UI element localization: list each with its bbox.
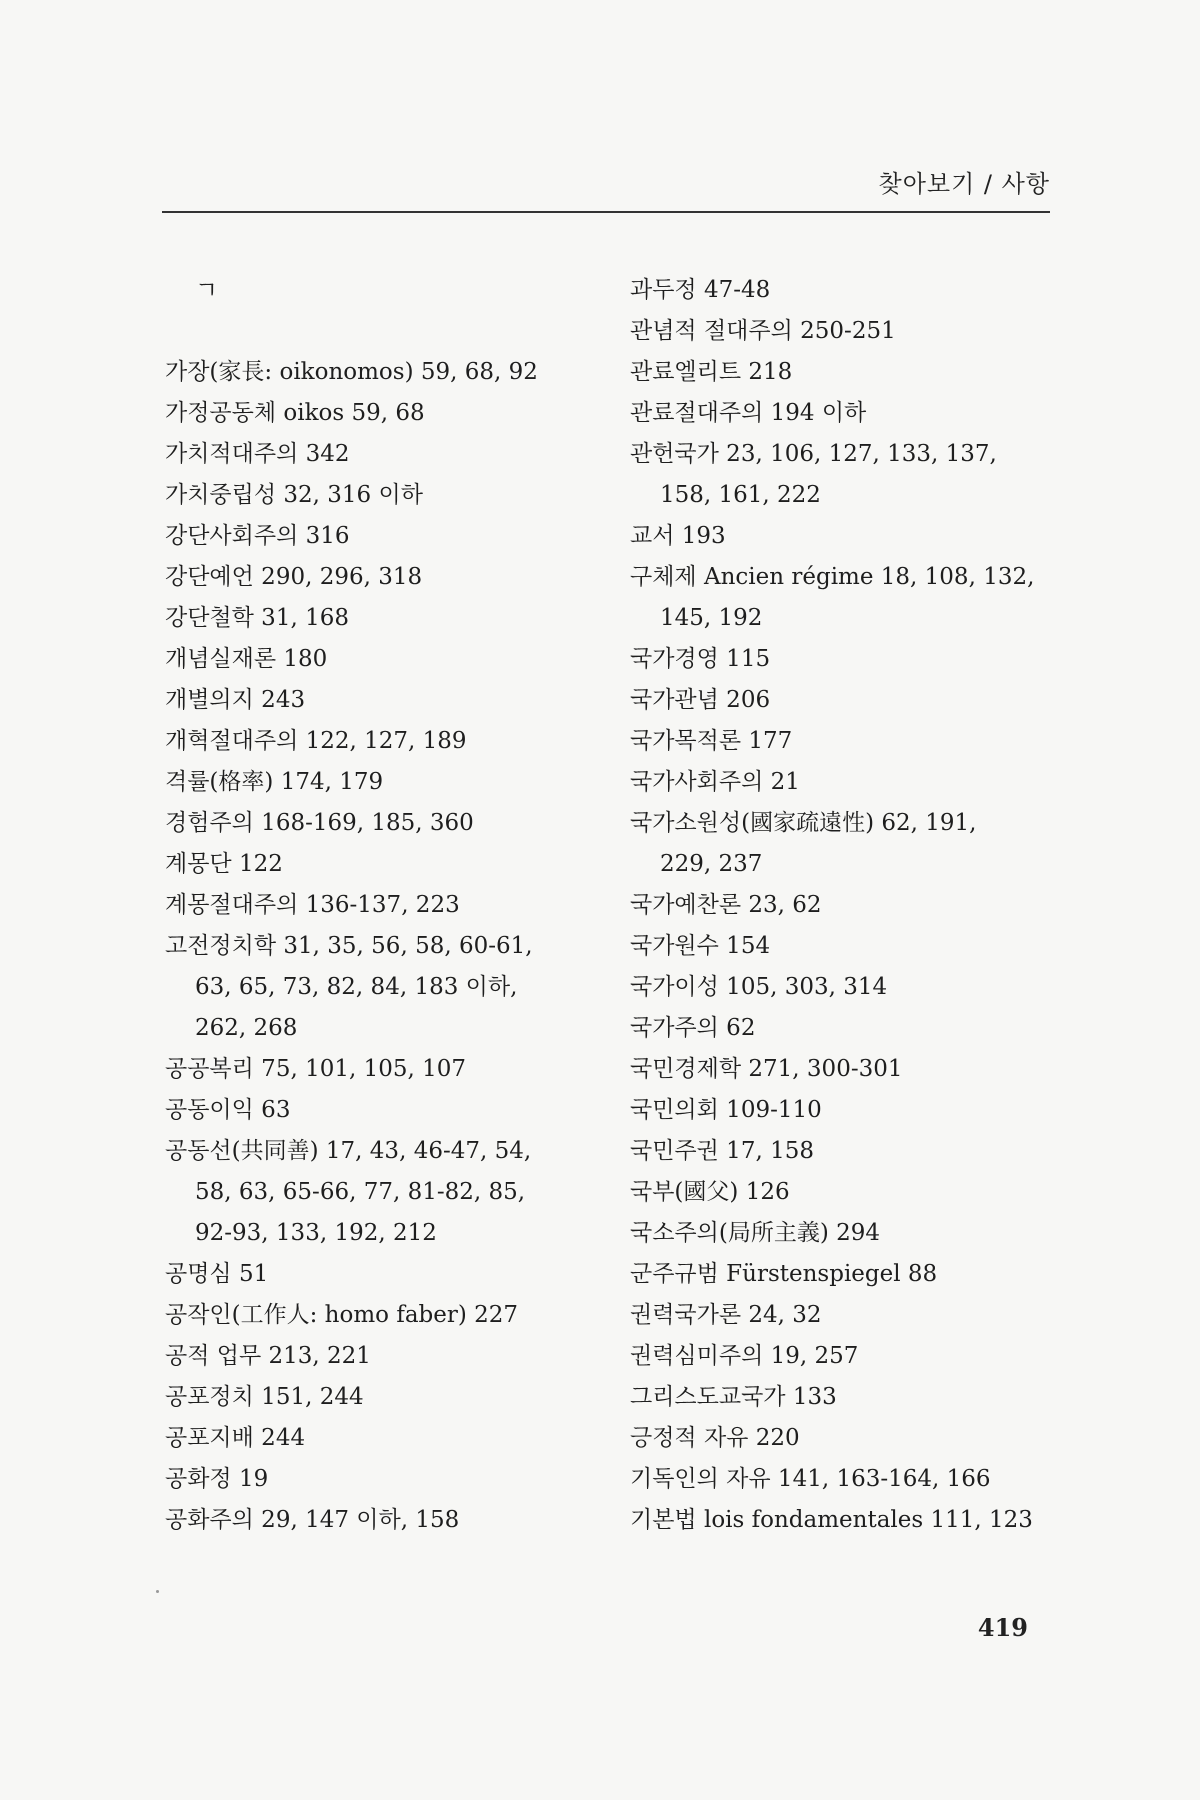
index-entry: 관료절대주의 194 이하 — [630, 400, 867, 426]
index-entry-continuation: 63, 65, 73, 82, 84, 183 이하, — [195, 974, 518, 1000]
index-entry: 개혁절대주의 122, 127, 189 — [165, 728, 467, 754]
index-entry: 공화주의 29, 147 이하, 158 — [165, 1507, 460, 1533]
left-column — [165, 270, 605, 1541]
index-entry: 권력국가론 24, 32 — [630, 1302, 822, 1328]
index-entry: 공적 업무 213, 221 — [165, 1343, 371, 1369]
index-entry: 계몽단 122 — [165, 851, 283, 877]
index-entry: 관헌국가 23, 106, 127, 133, 137, — [630, 441, 997, 467]
index-entry: 국가관념 206 — [630, 687, 771, 713]
index-entry: 가정공동체 oikos 59, 68 — [165, 400, 425, 426]
index-entry: 개별의지 243 — [165, 687, 306, 713]
index-entry: 교서 193 — [630, 523, 726, 549]
right-column — [630, 270, 1070, 1541]
index-entry: 가장(家長: oikonomos) 59, 68, 92 — [165, 359, 538, 385]
index-entry: 공포정치 151, 244 — [165, 1384, 364, 1410]
index-entry-continuation: 262, 268 — [195, 1015, 298, 1041]
index-entry: 국소주의(局所主義) 294 — [630, 1220, 881, 1246]
index-entry: 관료엘리트 218 — [630, 359, 793, 385]
index-entry: 국민경제학 271, 300-301 — [630, 1056, 903, 1082]
index-entry: 국가원수 154 — [630, 933, 771, 959]
index-entry: 공화정 19 — [165, 1466, 269, 1492]
index-entry: 구체제 Ancien régime 18, 108, 132, — [630, 564, 1035, 590]
index-entry-continuation: 158, 161, 222 — [660, 482, 821, 508]
index-entry: 공작인(工作人: homo faber) 227 — [165, 1302, 519, 1328]
index-entry: 격률(格率) 174, 179 — [165, 769, 384, 795]
index-entry: 국부(國父) 126 — [630, 1179, 790, 1205]
index-entry: 국가예찬론 23, 62 — [630, 892, 822, 918]
section-letter: ㄱ — [195, 276, 219, 304]
index-entry: 고전정치학 31, 35, 56, 58, 60-61, — [165, 933, 533, 959]
scan-speck — [156, 1590, 159, 1593]
index-entry: 경험주의 168-169, 185, 360 — [165, 810, 474, 836]
index-entry-continuation: 58, 63, 65-66, 77, 81-82, 85, — [195, 1179, 526, 1205]
index-entry: 국민의회 109-110 — [630, 1097, 822, 1123]
index-entry: 기독인의 자유 141, 163-164, 166 — [630, 1466, 991, 1492]
index-entry: 강단사회주의 316 — [165, 523, 350, 549]
index-entry-continuation: 229, 237 — [660, 851, 763, 877]
index-entry: 공명심 51 — [165, 1261, 269, 1287]
index-entry-continuation: 145, 192 — [660, 605, 763, 631]
index-entry: 강단철학 31, 168 — [165, 605, 349, 631]
index-entry: 국가주의 62 — [630, 1015, 756, 1041]
index-entry: 공동이익 63 — [165, 1097, 291, 1123]
index-entry: 그리스도교국가 133 — [630, 1384, 837, 1410]
index-entry-continuation: 92-93, 133, 192, 212 — [195, 1220, 437, 1246]
index-entry: 국가목적론 177 — [630, 728, 793, 754]
index-entry: 기본법 lois fondamentales 111, 123 — [630, 1507, 1033, 1533]
index-entry: 공포지배 244 — [165, 1425, 306, 1451]
index-entry: 과두정 47-48 — [630, 277, 771, 303]
index-entry: 국가소원성(國家疏遠性) 62, 191, — [630, 810, 977, 836]
header-rule — [162, 211, 1050, 213]
index-entry: 가치중립성 32, 316 이하 — [165, 482, 423, 508]
index-entry: 계몽절대주의 136-137, 223 — [165, 892, 460, 918]
index-entry: 공동선(共同善) 17, 43, 46-47, 54, — [165, 1138, 532, 1164]
running-head: 찾아보기 / 사항 — [878, 170, 1050, 198]
index-entry: 개념실재론 180 — [165, 646, 328, 672]
index-entry: 강단예언 290, 296, 318 — [165, 564, 423, 590]
index-entry: 긍정적 자유 220 — [630, 1425, 800, 1451]
index-entry: 국가사회주의 21 — [630, 769, 800, 795]
page-number: 419 — [977, 1613, 1028, 1642]
index-entry: 권력심미주의 19, 257 — [630, 1343, 859, 1369]
index-entry: 국가이성 105, 303, 314 — [630, 974, 888, 1000]
index-entry: 국가경영 115 — [630, 646, 771, 672]
index-entry: 관념적 절대주의 250-251 — [630, 318, 896, 344]
index-entry: 공공복리 75, 101, 105, 107 — [165, 1056, 467, 1082]
index-entry: 군주규범 Fürstenspiegel 88 — [630, 1261, 938, 1287]
index-entry: 가치적대주의 342 — [165, 441, 350, 467]
index-entry: 국민주권 17, 158 — [630, 1138, 814, 1164]
